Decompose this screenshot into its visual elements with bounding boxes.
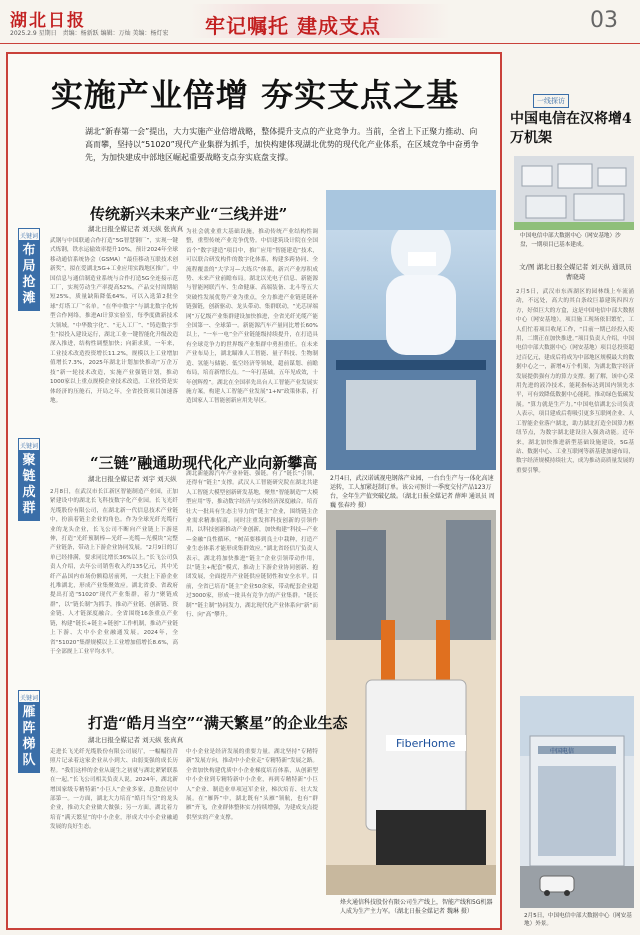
- photo-datacenter-model: [514, 156, 634, 230]
- main-headline: 实施产业倍增 夯实支点之基: [50, 76, 460, 114]
- section-3-col-2: 中小企业是经济发展的重要力量。湖北坚持“专精特新”发展方向，推动中小企业走“专精特新”发展之路。全省加快构建优质中小企业梯度培育体系，从创新型中小企业到专精特新中小企业，再到专精特新“小巨人”企业、制造业单项冠军企业，梯次培育、壮大发展。在“雁阵”中，湖北既有“头雁”领航，也有“群雁”齐飞，企业群体整体实力持续增强，为建成支点提供坚实的产业支撑。: [186, 749, 318, 821]
- lead-paragraph: 湖北“新春第一会”提出，大力实施产业倍增战略，整体提升支点的产业竞争力。当前，全省上下正聚力推动、向高而攀，坚持以“51020”现代产业集群为抓手，加快构建体现湖北优势的现代化产业体系，在区域竞争中奋勇争先，为加快建成中部地区崛起重要战略支点夯实底盘支撑。: [85, 127, 479, 162]
- section-1-col-1: 武钢与中国联通合作打造“5G智慧钢厂”，实现一键式炼钢，铁水运输效率提升10%，预计2024年全球移动通信系统协会（GSMA）“最佳移动互联技术创新奖”，拟在爱湖北5G+工业应用实践地区推广。中国信息与通信制造业系统与合作打造5G全连接示范工厂，实现劳动生产率提高52%，产品交付周期缩短25%，质量缺陷降低64%，可以入选第2批全球“灯塔工厂”名单。“在华中数字”与湖北数字化转型合作网络，推进AI计算实验室，每季度做新技术大领域。“中华数字化”、“无人工厂”、“铸造数字孪生”拟投入建设运行，湖北工业一键智能化升级改造深入推进，结构性调整加快；向新求质，一年来，工业技术改造投资增长11.2%，规模以上工业增加值增长7.3%，2025年湖北计划加快推动“万企万技”新一轮技术改造，实施产业强链计划，推动1000家以上重点规模企业技术改造。工业投资是实体经济的压舱石，开局之年，全省投资项目加速落地。: [50, 238, 178, 404]
- side-tag: 一线探访: [533, 94, 569, 108]
- side-photo-caption-1: 中国电信中部大数据中心（网安基地）沙盘，一期项目已基本建成。: [520, 233, 621, 248]
- section-byline-3: 湖北日报全媒记者 刘天纵 张真真: [88, 736, 184, 744]
- photo-caption-2: 烽火通信科技股份有限公司生产线上，智能产线和5G机器人成为生产主力军。（湖北日报全媒记者 魏琳 摄）: [340, 899, 493, 915]
- photo-factory-worker: [326, 190, 496, 470]
- section-tag-3: 关键词 雁阵梯队: [18, 690, 40, 773]
- photo-logo-text: FiberHome: [396, 737, 456, 750]
- page-number: 03: [590, 8, 618, 33]
- section-2-col-2: 湖北新能源汽车产业补链、强链。有了“链长”引领，还得有“链主”支撑。武汉人工智能研究院在湖北共建人工智能大模型创新研发基地，聚焦“智能制造”“大模型应用”等，推动数字经济与实体经济深度融合。培育壮大一批具有生态主导力的“链主”企业，围绕链主企业需求精准招商。同时注重发挥科技创新的引领作用，以科技创新推动产业创新，加快构建“科技—产业—金融”良性循环。“树苗要移到良土中栽种，打造产业生态体系才能形成集群效应。”湖北省经信厅负责人表示，湖北将加快推进“链主”企业引领带动作用，以“链主+配套”模式，推动上下游企业协同创新、抱团发展，全面提升产业链供应链韧性和安全水平。目前，全省已培育“链主”企业50余家，带动配套企业超过3000家，形成一批具有竞争力的产业集群。“链长制”“链主制”协同发力，湖北现代化产业体系向“新”而行、向“高”攀升。: [186, 471, 318, 619]
- section-2-col-1: 2月8日，在武汉市长江新区智能制造产业园，正加紧建设中的湖北长飞科技数字化产业园。长飞光纤光缆股份有限公司，在湖北新一代信息技术产业链中，扮演着链主企业的角色。作为全球光纤光缆行业的龙头企业，长飞公司不断向产业链上下游延伸，打造“光纤预制棒—光纤—光缆—光模块”完整产业链条，带动上下游企业协同发展。“2月9日的订单已经排满，要求同比增长36%以上。”长飞公司负责人介绍，去年公司销售收入约135亿元，其中光纤产品国内市场份额稳居前列，一大批上下游企业扎堆湖北，形成产业集聚效应。湖北省委、省政府提出打造“51020”现代产业集群，着力“聚链成群”，以“链长制”为抓手，推动产业链、创新链、资金链、人才链深度融合。全省围绕16条重点产业链，构建“链长+链主+链创”工作机制，推动产业链上下游、大中小企业融通发展。2024年，全省“51020”集群规模以上工业增加值增长8.6%，高于全部规上工业平均水平。: [50, 489, 178, 655]
- section-title-3: 打造“皓月当空”“满天繁星”的企业生态: [88, 714, 348, 732]
- banner-kicker: 牢记嘱托 建成支点: [205, 14, 381, 38]
- section-3-col-1: 走进长飞光纤光缆股份有限公司展厅，一幅幅往昔照片记录着这家企业从小到大、由弱变强的成长历程。“我们这样的企业从诞生之初就与湖北紧紧联系在一起。”长飞公司相关负责人说。2024年，湖北新增国家级专精特新“小巨人”企业多家，总数位居中部第一。一方面，湖北大力培育“皓月当空”的龙头企业，推动大企业做大做强；另一方面，湖北着力培育“满天繁星”的中小企业，形成大中小企业融通发展的良好生态。: [50, 749, 178, 831]
- photo-caption-1: 2月4日，武汉诺诚视电钢落产业园，一台台生产与一体化高速运转，工人加紧赶制订单。该公司预计一季度交付产品123万台，全年生产值突破亿级。（湖北日报全媒记者 薛坤 通讯员 周巍 张春玲 摄）: [330, 475, 495, 509]
- section-tag-1: 关键词 布局抢滩: [18, 228, 40, 311]
- side-body-text: 2月5日，武汉市东西湖区的园林线上车流涌动，不远处，高大的其白条纹巨幕建筑四四方方，好似巨大的方盒，这是中国电信中部大数据中心（网安基地）。项目施工现场依旧繁忙，工人们忙着项目收尾工作，“目前一期已经投入使用，二期正在加快推进。”项目负责人介绍，中国电信中部大数据中心（网安基地）项目总投资超过百亿元，建成后将成为中部地区规模最大的数据中心之一，新增4万个机架，为湖北数字经济发展提供强有力的算力支撑。据了解，该中心采用先进的液冷技术，能耗指标达到国内领先水平，可有效降低数据中心能耗，推动绿色低碳发展。“算力就是生产力。”中国电信湖北公司负责人表示，项目建成后将吸引更多互联网企业、人工智能企业落户湖北，助力湖北打造全国算力枢纽节点，为数字湖北建设注入强劲动能。近年来，湖北加快推进新型基础设施建设，5G基站、数据中心、工业互联网等新基建加速布局，数字经济规模持续壮大，成为推动高质量发展的重要引擎。: [516, 289, 634, 474]
- section-title-2: “三链”融通助现代化产业向新攀高: [90, 454, 318, 472]
- photo-robot-forklift: [326, 510, 496, 895]
- section-byline-1: 湖北日报全媒记者 刘天纵 张真真: [88, 225, 184, 233]
- side-headline: 中国电信在汉将增4万机架: [510, 111, 632, 146]
- masthead-date: 2025.2.9 星期日 责编：杨新跃 编辑：万灿 美编：杨灯宏: [10, 30, 169, 37]
- building-sign-text: 中国电信: [550, 748, 575, 755]
- side-photo-caption-2: 2月5日，中国电信中部大数据中心（网安基地）外景。: [524, 913, 632, 927]
- section-byline-2: 湖北日报全媒记者 刘宇 刘天纵: [88, 475, 177, 483]
- side-byline: 文/图 湖北日报全媒记者 刘天纵 通讯员 曹晓琦: [519, 263, 632, 281]
- photo-datacenter-exterior: [520, 696, 634, 908]
- masthead-logo: 湖北日报: [10, 11, 86, 31]
- section-1-col-2: 为社会就业重大基础设施，推动传统产业结构性调整，重塑传统产业竞争优势。中信建筑设计院在全国首个“数字建造”项目中，推广应用“智能建造”技术，可以联合研发构件的数字化体系，构建多跨协同、全流程覆盖的“大学习—大练兵”体系，新兴产业厚积成势、未来产业前瞻布局。湖北以光电子信息、新能源与智能网联汽车、生命健康、高端装备、北斗等五大突破性发展优势产业为重点，全力推进产业链延链补链强链，创新驱动、龙头带动、集群联动，“光芯屏端网”万亿级产业集群建设加快推进，全省光纤光缆产能全国第一、全球第一。新能源汽车产量同比增长60%以上，“一车一电”全产业链能级持续提升，在打造具有全球竞争力的世界级产业集群中勇担重任。在未来产业布局上，湖北瞄准人工智能、量子科技、生物制造、氢能与储能、低空经济等领域，超前谋划、前瞻布局，培育新增长点。“一年打基础，五年见成效，十年创辉煌”。湖北在全国率先出台人工智能产业发展实施方案，构建人工智能产业发展“1+N”政策体系，打造国家人工智能创新应用先导区。: [186, 229, 318, 405]
- section-title-1: 传统新兴未来产业“三线并进”: [90, 205, 288, 223]
- section-tag-2: 关键词 聚链成群: [18, 438, 40, 521]
